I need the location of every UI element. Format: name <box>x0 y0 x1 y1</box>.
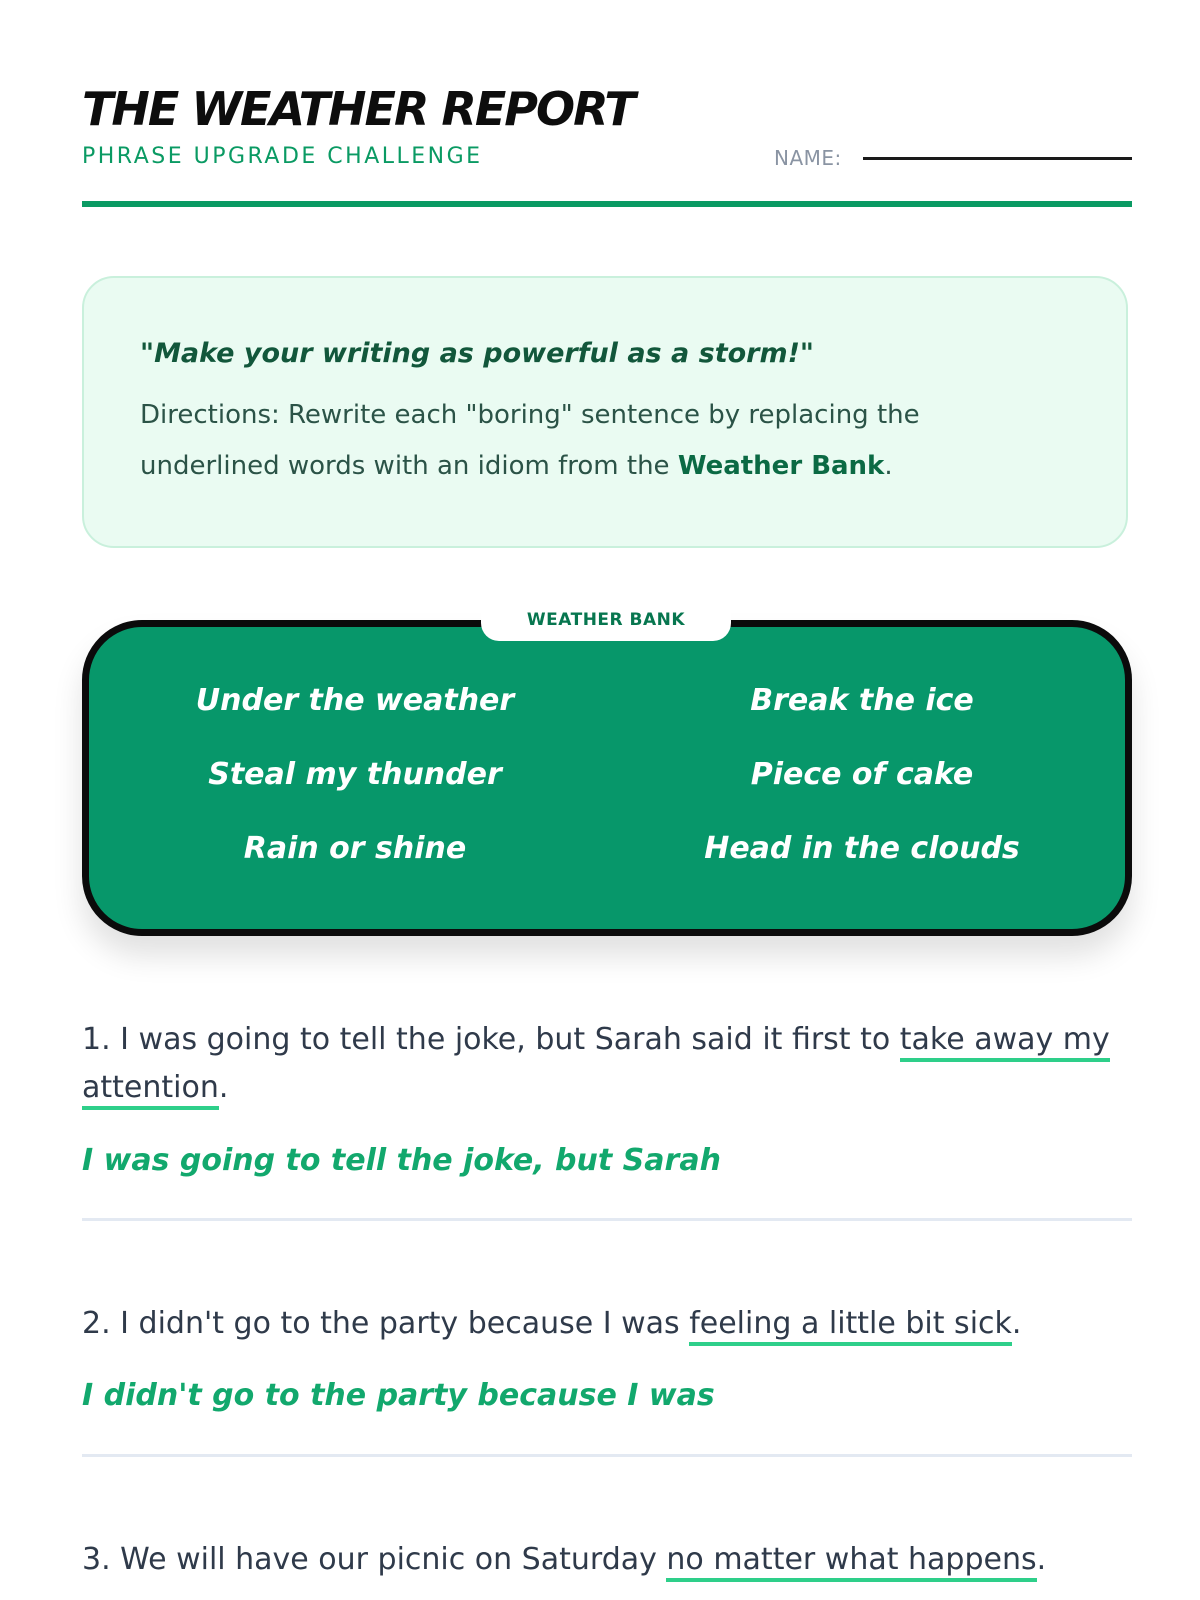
page-subtitle: PHRASE UPGRADE CHALLENGE <box>82 144 483 169</box>
directions-bold: Weather Bank <box>677 451 885 481</box>
question-number: 3. <box>82 1542 111 1577</box>
bank-item: Head in the clouds <box>704 831 1020 866</box>
underlined-phrase: no matter what happens <box>666 1542 1036 1582</box>
directions-prefix: Directions: Rewrite each "boring" sentence by replacing the underlined words with an idiom from the <box>140 400 920 481</box>
page-title: THE WEATHER REPORT <box>82 82 634 136</box>
bank-item: Break the ice <box>750 683 974 718</box>
weather-bank-label: WEATHER BANK <box>481 603 731 641</box>
question-number: 1. <box>82 1022 111 1057</box>
question-3 <box>82 1536 1112 1584</box>
underlined-phrase: feeling a little bit sick <box>689 1306 1012 1346</box>
question-prefix: I didn't go to the party because I was <box>120 1306 690 1341</box>
directions-text <box>140 390 1040 492</box>
motivational-quote: "Make your writing as powerful as a storm!" <box>140 338 814 369</box>
answer-divider <box>82 1454 1132 1457</box>
name-write-line[interactable] <box>863 157 1132 160</box>
question-prefix: We will have our picnic on Saturday <box>120 1542 667 1577</box>
directions-box <box>82 276 1128 548</box>
question-suffix: . <box>1036 1542 1047 1577</box>
answer-starter-1[interactable]: I was going to tell the joke, but Sarah <box>82 1143 721 1178</box>
header-divider <box>82 201 1132 207</box>
name-label: NAME: <box>774 146 842 170</box>
question-2 <box>82 1300 1112 1348</box>
answer-divider <box>82 1218 1132 1221</box>
answer-starter-2[interactable]: I didn't go to the party because I was <box>82 1378 715 1413</box>
bank-item: Piece of cake <box>750 757 974 792</box>
bank-item: Rain or shine <box>243 831 467 866</box>
question-prefix: I was going to tell the joke, but Sarah said it first to <box>120 1022 900 1057</box>
question-1 <box>82 1016 1112 1112</box>
question-suffix: . <box>1011 1306 1022 1341</box>
question-suffix: . <box>218 1070 229 1105</box>
bank-item: Under the weather <box>195 683 515 718</box>
bank-item: Steal my thunder <box>208 757 502 792</box>
underlined-phrase: take away my attention <box>82 1022 1110 1110</box>
question-number: 2. <box>82 1306 111 1341</box>
directions-suffix: . <box>884 451 893 481</box>
